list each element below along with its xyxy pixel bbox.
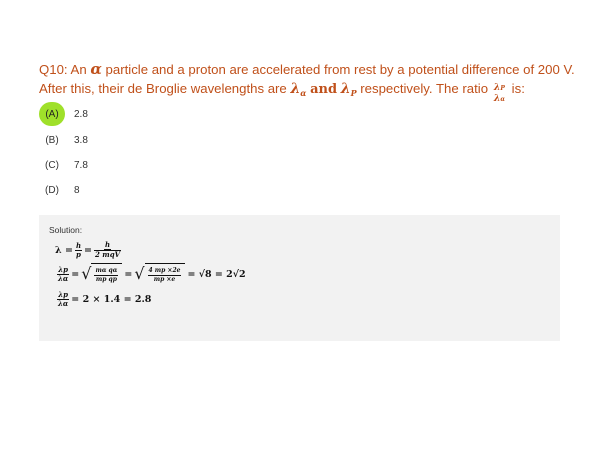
option-a-key[interactable]: (A) <box>39 102 65 126</box>
option-a[interactable] <box>39 102 88 126</box>
eq2-sqrt-1: √ $\frac{\text{mα qα}}{\text{mp qp}}$ <box>81 263 122 285</box>
lambda-p: $\lambda_P$ <box>340 81 357 98</box>
solution-equation-3 <box>55 291 151 308</box>
question-line-2 <box>39 79 569 105</box>
lambda-alpha: $\lambda_\alpha$ <box>290 81 307 98</box>
eq1-equals: = <box>84 244 92 256</box>
solution-equation-1 <box>55 241 123 259</box>
option-d-key[interactable]: (D) <box>45 184 59 196</box>
option-b-key[interactable]: (B) <box>45 134 59 146</box>
ratio-denominator: λα <box>493 93 505 104</box>
alpha-symbol: α <box>90 60 102 78</box>
eq1-fraction-1: $\frac{h}{p}$ <box>75 240 82 259</box>
question-text-part1: particle and a proton are accelerated from rest by a potential difference of 200 V. <box>105 62 575 77</box>
question-line-1 <box>39 60 575 79</box>
option-c-value: 7.8 <box>74 159 88 171</box>
eq1-fraction-2: $\frac{h}{\text{2 mqV}}$ <box>95 240 121 259</box>
question-text-part3: respectively. The ratio <box>360 81 489 96</box>
option-a-value: 2.8 <box>74 108 88 120</box>
option-d-value: 8 <box>74 184 80 196</box>
solution-box <box>39 215 560 341</box>
eq2-sqrt-2: √ $\frac{4 mp \times 2e}{mp \times e}$ <box>134 263 185 285</box>
option-b[interactable] <box>39 128 88 152</box>
question-number: Q10: An <box>39 62 87 77</box>
question-text-part4: is: <box>511 81 525 96</box>
solution-equation-2 <box>55 263 246 285</box>
eq2-equals-2: = <box>124 268 133 280</box>
option-d[interactable] <box>39 178 80 202</box>
eq2-equals-1: = <box>71 268 80 280</box>
eq2-lhs-fraction: $\frac{\lambda p}{\lambda\alpha}$ <box>58 264 69 283</box>
option-c-key[interactable]: (C) <box>45 159 59 171</box>
eq1-lhs: λ = <box>55 244 73 256</box>
eq2-result: = √8 = 2√2 <box>187 268 246 280</box>
eq3-lhs-fraction: $\frac{\lambda p}{\lambda\alpha}$ <box>58 290 69 308</box>
ratio-fraction <box>494 83 505 105</box>
solution-title: Solution: <box>49 225 83 235</box>
ratio-numerator: λP <box>493 82 505 93</box>
option-c[interactable] <box>39 153 88 177</box>
option-b-value: 3.8 <box>74 134 88 146</box>
question-text-part2: After this, their de Broglie wavelengths are <box>39 81 287 96</box>
eq3-result: = 2 × 1.4 = 2.8 <box>71 294 152 305</box>
and-word: and <box>310 82 338 97</box>
question-text <box>39 60 575 105</box>
